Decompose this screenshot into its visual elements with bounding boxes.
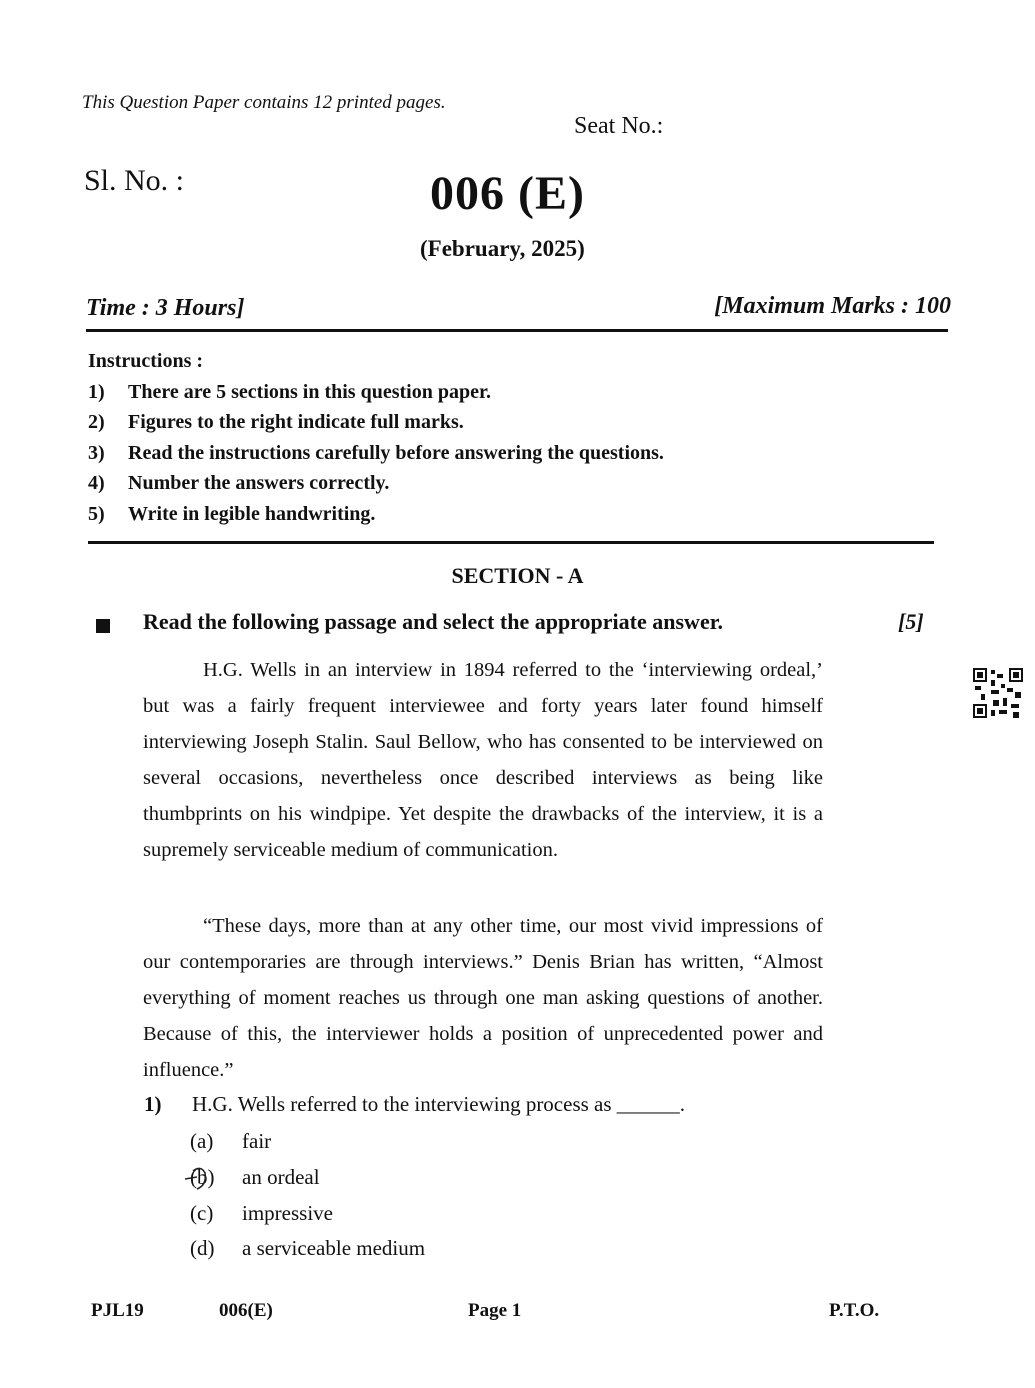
- pages-note: This Question Paper contains 12 printed pages.: [82, 92, 446, 113]
- instruction-number: 1): [88, 380, 105, 403]
- instruction-number: 3): [88, 441, 105, 464]
- instruction-text: Figures to the right indicate full marks.: [128, 411, 464, 433]
- qr-code-icon: [973, 668, 1023, 718]
- seat-no-label: Seat No.:: [574, 113, 664, 139]
- instructions-title: Instructions :: [88, 350, 204, 372]
- option-text: fair: [242, 1129, 272, 1153]
- instruction-text: Read the instructions carefully before answering the questions.: [128, 441, 664, 464]
- max-marks-label: [Maximum Marks : 100: [714, 293, 951, 319]
- instruction-text: Write in legible handwriting.: [128, 502, 376, 525]
- option-label: (b): [190, 1165, 215, 1189]
- passage-paragraph-2: [143, 908, 823, 1088]
- option-text: an ordeal: [242, 1165, 320, 1189]
- instruction-item: [88, 499, 664, 530]
- instruction-item: [88, 377, 664, 408]
- footer-code: PJL19: [91, 1300, 144, 1321]
- option-label: (d): [190, 1236, 215, 1260]
- instruction-text: There are 5 sections in this question paper.: [128, 380, 491, 403]
- option-d: [190, 1236, 425, 1261]
- instruction-text: Number the answers correctly.: [128, 472, 390, 494]
- divider-top: [86, 329, 948, 332]
- instruction-number: 2): [88, 411, 105, 433]
- footer-pto: P.T.O.: [829, 1300, 880, 1321]
- divider-section: [88, 541, 934, 544]
- option-c: [190, 1201, 333, 1226]
- instruction-number: 5): [88, 502, 105, 525]
- option-label: (c): [190, 1201, 214, 1225]
- instruction-number: 4): [88, 472, 105, 494]
- passage-text: “These days, more than at any other time, our most vivid impressions of our contemporaries are through interviews.” Denis Brian has written, “Almost everything of moment reaches us through one man asking questions of another. Because of this, the interviewer holds a position of unprecedented power and influence.”: [143, 915, 823, 1081]
- footer-page-number: Page 1: [468, 1300, 522, 1321]
- instruction-item: [88, 438, 664, 469]
- section-title: SECTION - A: [451, 563, 584, 588]
- square-bullet-icon: [96, 619, 110, 633]
- option-label: (a): [190, 1129, 214, 1153]
- option-text: a serviceable medium: [242, 1236, 426, 1260]
- question-text: H.G. Wells referred to the interviewing process as ______.: [192, 1092, 686, 1116]
- question-1: [144, 1092, 685, 1117]
- option-text: impressive: [242, 1201, 333, 1225]
- exam-date: (February, 2025): [420, 236, 585, 261]
- paper-code: 006 (E): [430, 167, 585, 220]
- question-number: 1): [144, 1092, 162, 1116]
- footer-paper-code: 006(E): [219, 1300, 273, 1321]
- option-a: [190, 1129, 271, 1154]
- instructions-block: [88, 346, 664, 529]
- serial-no-label: Sl. No. :: [84, 164, 185, 197]
- task-marks: [5]: [898, 609, 924, 634]
- passage-paragraph-1: [143, 652, 823, 868]
- handwritten-tick-icon: [183, 1163, 223, 1193]
- instruction-item: [88, 468, 664, 499]
- time-label: Time : 3 Hours]: [86, 295, 245, 321]
- task-instruction: Read the following passage and select the appropriate answer.: [143, 609, 723, 634]
- instruction-item: [88, 407, 664, 438]
- passage-text: H.G. Wells in an interview in 1894 referred to the ‘interviewing ordeal,’ but was a fairly frequent interviewee and forty years later found himself interviewing Joseph Stalin. Saul Bellow, who has consented to be interviewed on several occasions, nevertheless once described interviews as being like thumbprints on his windpipe. Yet despite the drawbacks of the interview, it is a supremely serviceable medium of communication.: [143, 659, 823, 861]
